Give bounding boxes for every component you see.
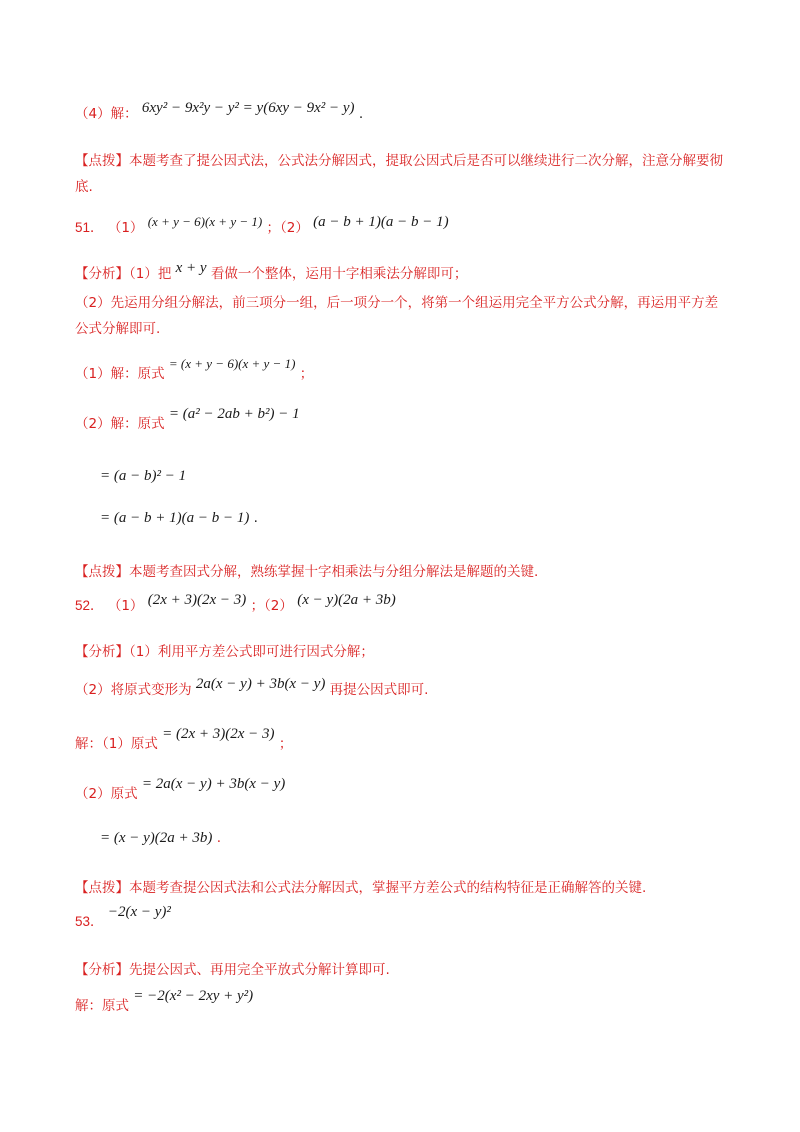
period: . bbox=[253, 510, 258, 526]
equation: = (2x + 3)(2x − 3) bbox=[162, 726, 275, 742]
period: . bbox=[216, 830, 222, 846]
end: ； bbox=[278, 736, 293, 752]
solution-52-1 bbox=[75, 726, 293, 754]
label: （2）解：原式 bbox=[75, 416, 165, 432]
answer-1: (x + y − 6)(x + y − 1) bbox=[147, 214, 263, 229]
remark-paragraph: 【点拨】本题考查了提公因式法，公式法分解因式，提取公因式后是否可以继续进行二次分解，注意分解要彻底. bbox=[75, 153, 723, 195]
label: （2）原式 bbox=[75, 786, 138, 802]
end: ； bbox=[299, 366, 314, 382]
label: 解：（1）原式 bbox=[75, 736, 158, 752]
period: . bbox=[358, 106, 364, 122]
answer-2: (x − y)(2a + 3b) bbox=[297, 592, 396, 608]
label: （4）解： bbox=[75, 106, 138, 122]
answer-2: (a − b + 1)(a − b − 1) bbox=[313, 214, 449, 230]
solution-51-4 bbox=[100, 508, 258, 528]
separator: ；（2） bbox=[266, 220, 309, 236]
analysis-label: 【分析】（1）把 bbox=[75, 266, 172, 282]
equation: = −2(x² − 2xy + y²) bbox=[133, 988, 254, 1004]
question-53-answer bbox=[75, 904, 171, 932]
remark-52: 【点拨】本题考查提公因式法和公式法分解因式，掌握平方差公式的结构特征是正确解答的关键. bbox=[75, 880, 647, 896]
equation: = 2a(x − y) + 3b(x − y) bbox=[141, 776, 286, 792]
answer-1: (2x + 3)(2x − 3) bbox=[147, 592, 247, 608]
analysis-51-2: （2）先运用分组分解法，前三项分一组，后一项分一个，将第一个组运用完全平方公式分解，再运用平方差公式分解即可. bbox=[75, 295, 719, 337]
part-label: （1） bbox=[107, 598, 144, 614]
question-number: 52． bbox=[75, 598, 104, 613]
analysis-text: 看做一个整体，运用十字相乘法分解即可； bbox=[210, 266, 468, 282]
equation: = (a² − 2ab + b²) − 1 bbox=[168, 406, 300, 422]
answer: −2(x − y)² bbox=[107, 904, 171, 920]
question-number: 51． bbox=[75, 220, 104, 235]
analysis-51-1 bbox=[75, 260, 468, 284]
separator: ；（2） bbox=[250, 598, 293, 614]
expression: 2a(x − y) + 3b(x − y) bbox=[195, 676, 326, 692]
question-51-answer bbox=[75, 214, 449, 238]
question-number: 53． bbox=[75, 914, 104, 929]
solution-51-3: = (a − b)² − 1 bbox=[100, 468, 187, 484]
solution-51-1 bbox=[75, 356, 314, 384]
question-52-answer bbox=[75, 592, 396, 616]
solution-line-4 bbox=[75, 100, 364, 124]
analysis-52-2 bbox=[75, 676, 429, 700]
analysis-text-end: 再提公因式即可. bbox=[329, 682, 429, 698]
solution-51-2 bbox=[75, 406, 300, 434]
equation: = (a − b + 1)(a − b − 1) bbox=[100, 510, 250, 526]
solution-52-3 bbox=[100, 828, 221, 848]
label: （1）解：原式 bbox=[75, 366, 165, 382]
analysis-53: 【分析】先提公因式、再用完全平放式分解计算即可. bbox=[75, 962, 390, 978]
analysis-text: （2）将原式变形为 bbox=[75, 682, 192, 698]
part-label: （1） bbox=[107, 220, 144, 236]
analysis-52-1: 【分析】（1）利用平方差公式即可进行因式分解； bbox=[75, 644, 374, 660]
expression: x + y bbox=[175, 260, 207, 276]
equation: = (x + y − 6)(x + y − 1) bbox=[168, 356, 296, 371]
solution-52-2 bbox=[75, 776, 286, 804]
remark-51: 【点拨】本题考查因式分解，熟练掌握十字相乘法与分组分解法是解题的关键. bbox=[75, 564, 539, 580]
equation: = (x − y)(2a + 3b) bbox=[100, 830, 213, 846]
equation: 6xy² − 9x²y − y² = y(6xy − 9x² − y) bbox=[141, 100, 355, 116]
solution-53 bbox=[75, 988, 254, 1016]
label: 解：原式 bbox=[75, 998, 129, 1014]
